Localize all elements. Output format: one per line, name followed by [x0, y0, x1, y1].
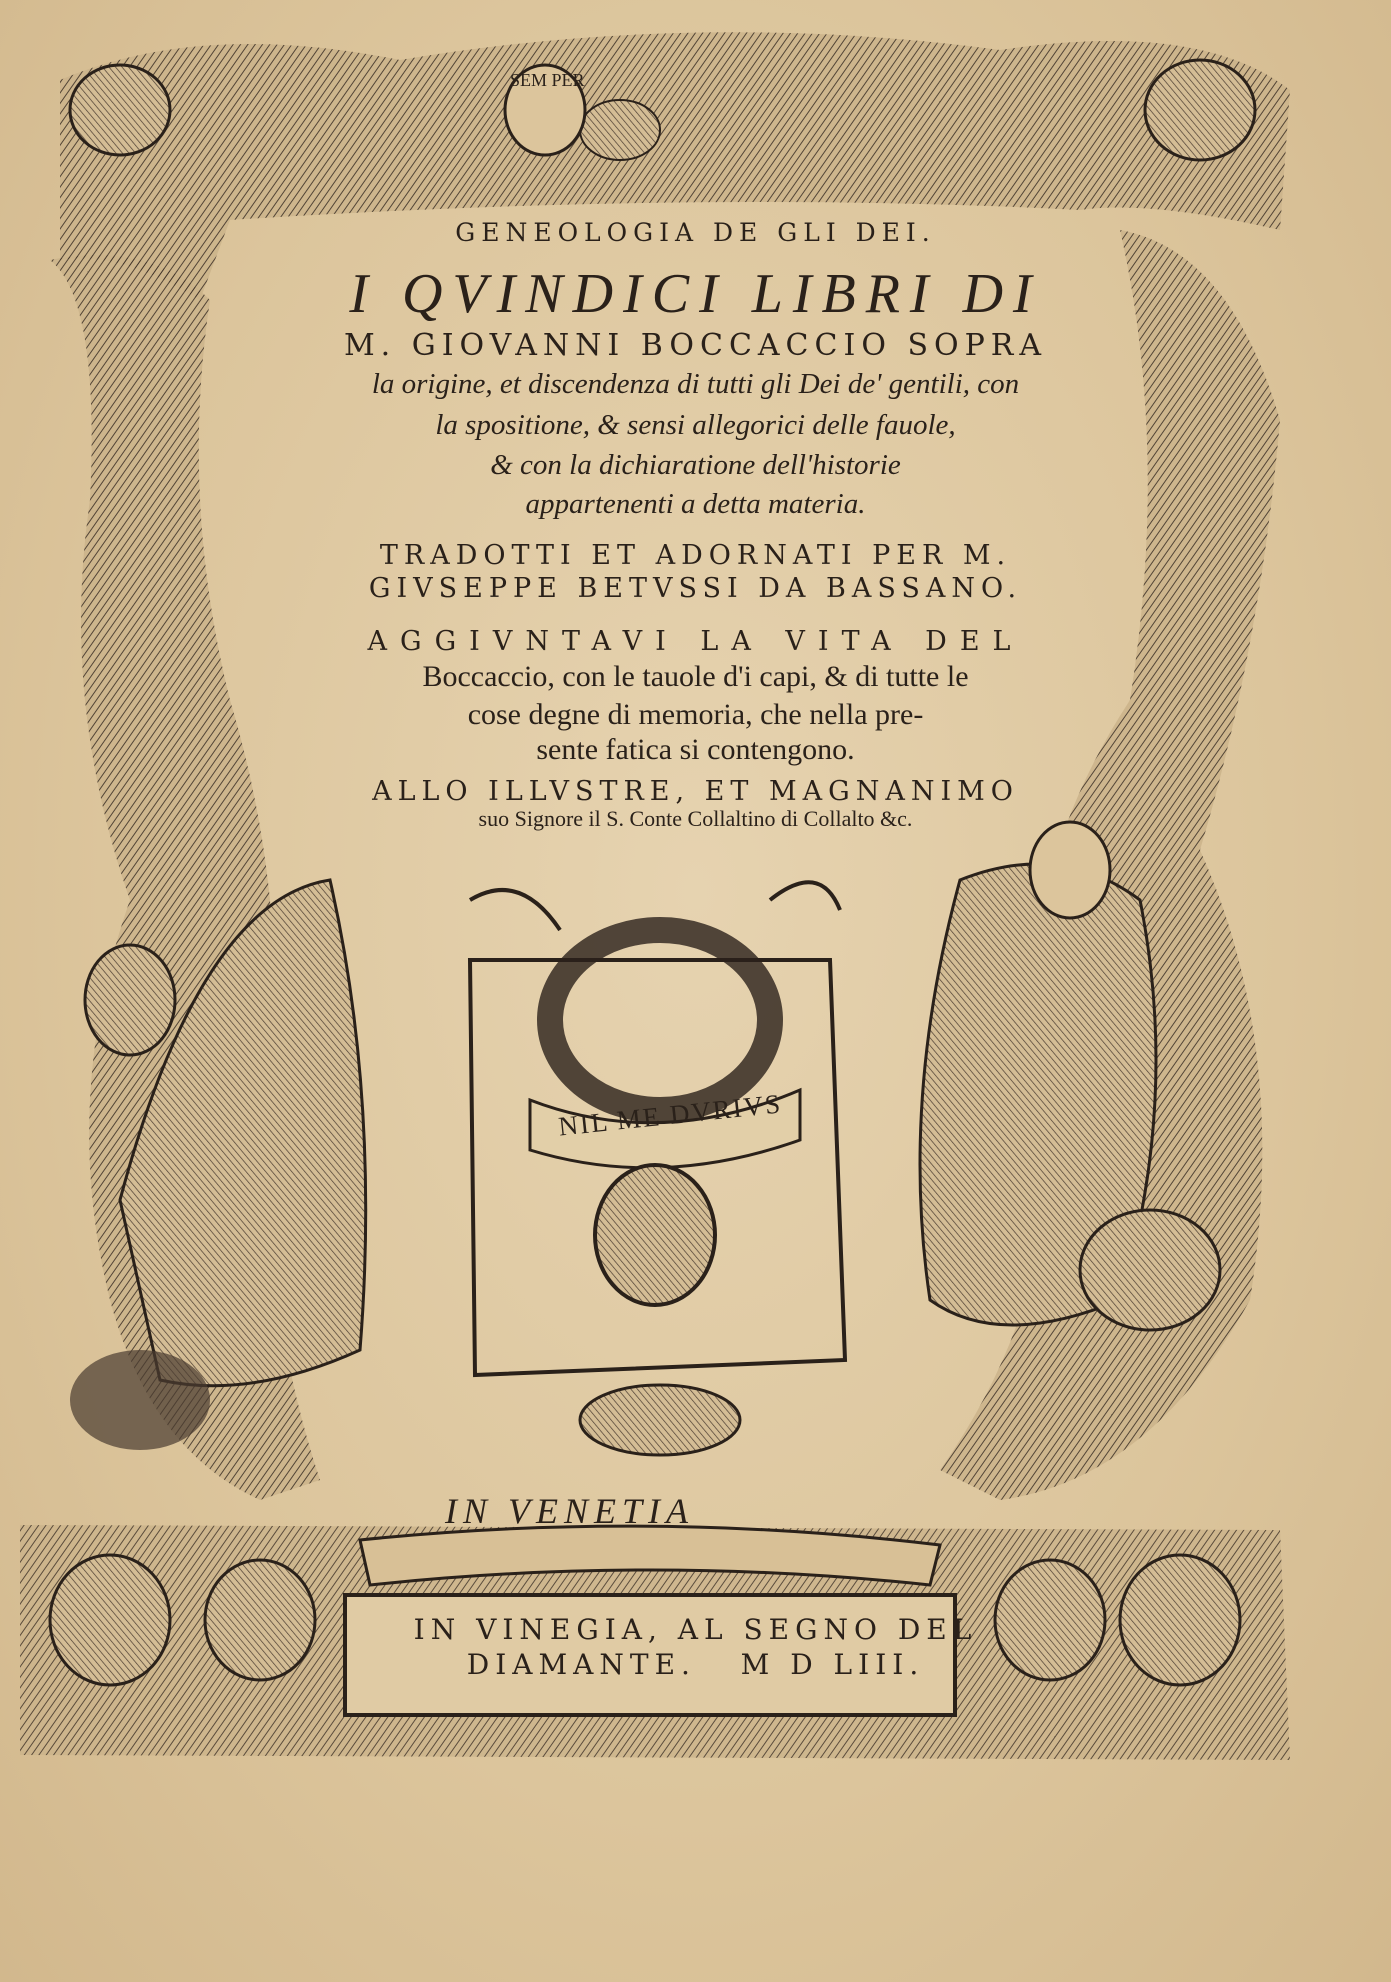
description-line: appartenenti a detta materia.: [525, 488, 866, 520]
translator-line: GIVSEPPE BETVSSI DA BASSANO.: [368, 573, 1023, 604]
addition-line: cose degne di memoria, che nella pre-: [467, 698, 924, 731]
addition-line: sente fatica si contengono.: [536, 733, 855, 766]
main-title: I QVINDICI LIBRI DI: [349, 263, 1042, 325]
dedication-line: suo Signore il S. Conte Collaltino di Collalto &c.: [478, 806, 913, 831]
author-line: M. GIOVANNI BOCCACCIO SOPRA: [343, 328, 1048, 363]
imprint-line: IN VINEGIA, AL SEGNO DEL: [413, 1613, 978, 1646]
emblem-motto: NIL ME DVRIVS: [556, 1088, 784, 1142]
frame-motto-top: SEM PER: [510, 70, 585, 90]
description-line: la origine, et discendenza di tutti gli Dei de' gentili, con: [371, 368, 1020, 400]
imprint-line: DIAMANTE. M D LIII.: [466, 1648, 925, 1681]
description-line: & con la dichiaratione dell'historie: [490, 449, 901, 481]
translator-line: TRADOTTI ET ADORNATI PER M.: [379, 540, 1012, 571]
addition-heading: AGGIVNTAVI LA VITA DEL: [367, 626, 1024, 657]
dedication-heading: ALLO ILLVSTRE, ET MAGNANIMO: [372, 776, 1019, 807]
addition-line: Boccaccio, con le tauole d'i capi, & di tutte le: [422, 660, 969, 693]
top-border-cherubs: [60, 32, 1290, 300]
description-line: la spositione, & sensi allegorici delle fauole,: [435, 409, 956, 441]
title-line-1: GENEOLOGIA DE GLI DEI.: [455, 218, 936, 247]
banner-text: IN VENETIA: [445, 1491, 694, 1531]
